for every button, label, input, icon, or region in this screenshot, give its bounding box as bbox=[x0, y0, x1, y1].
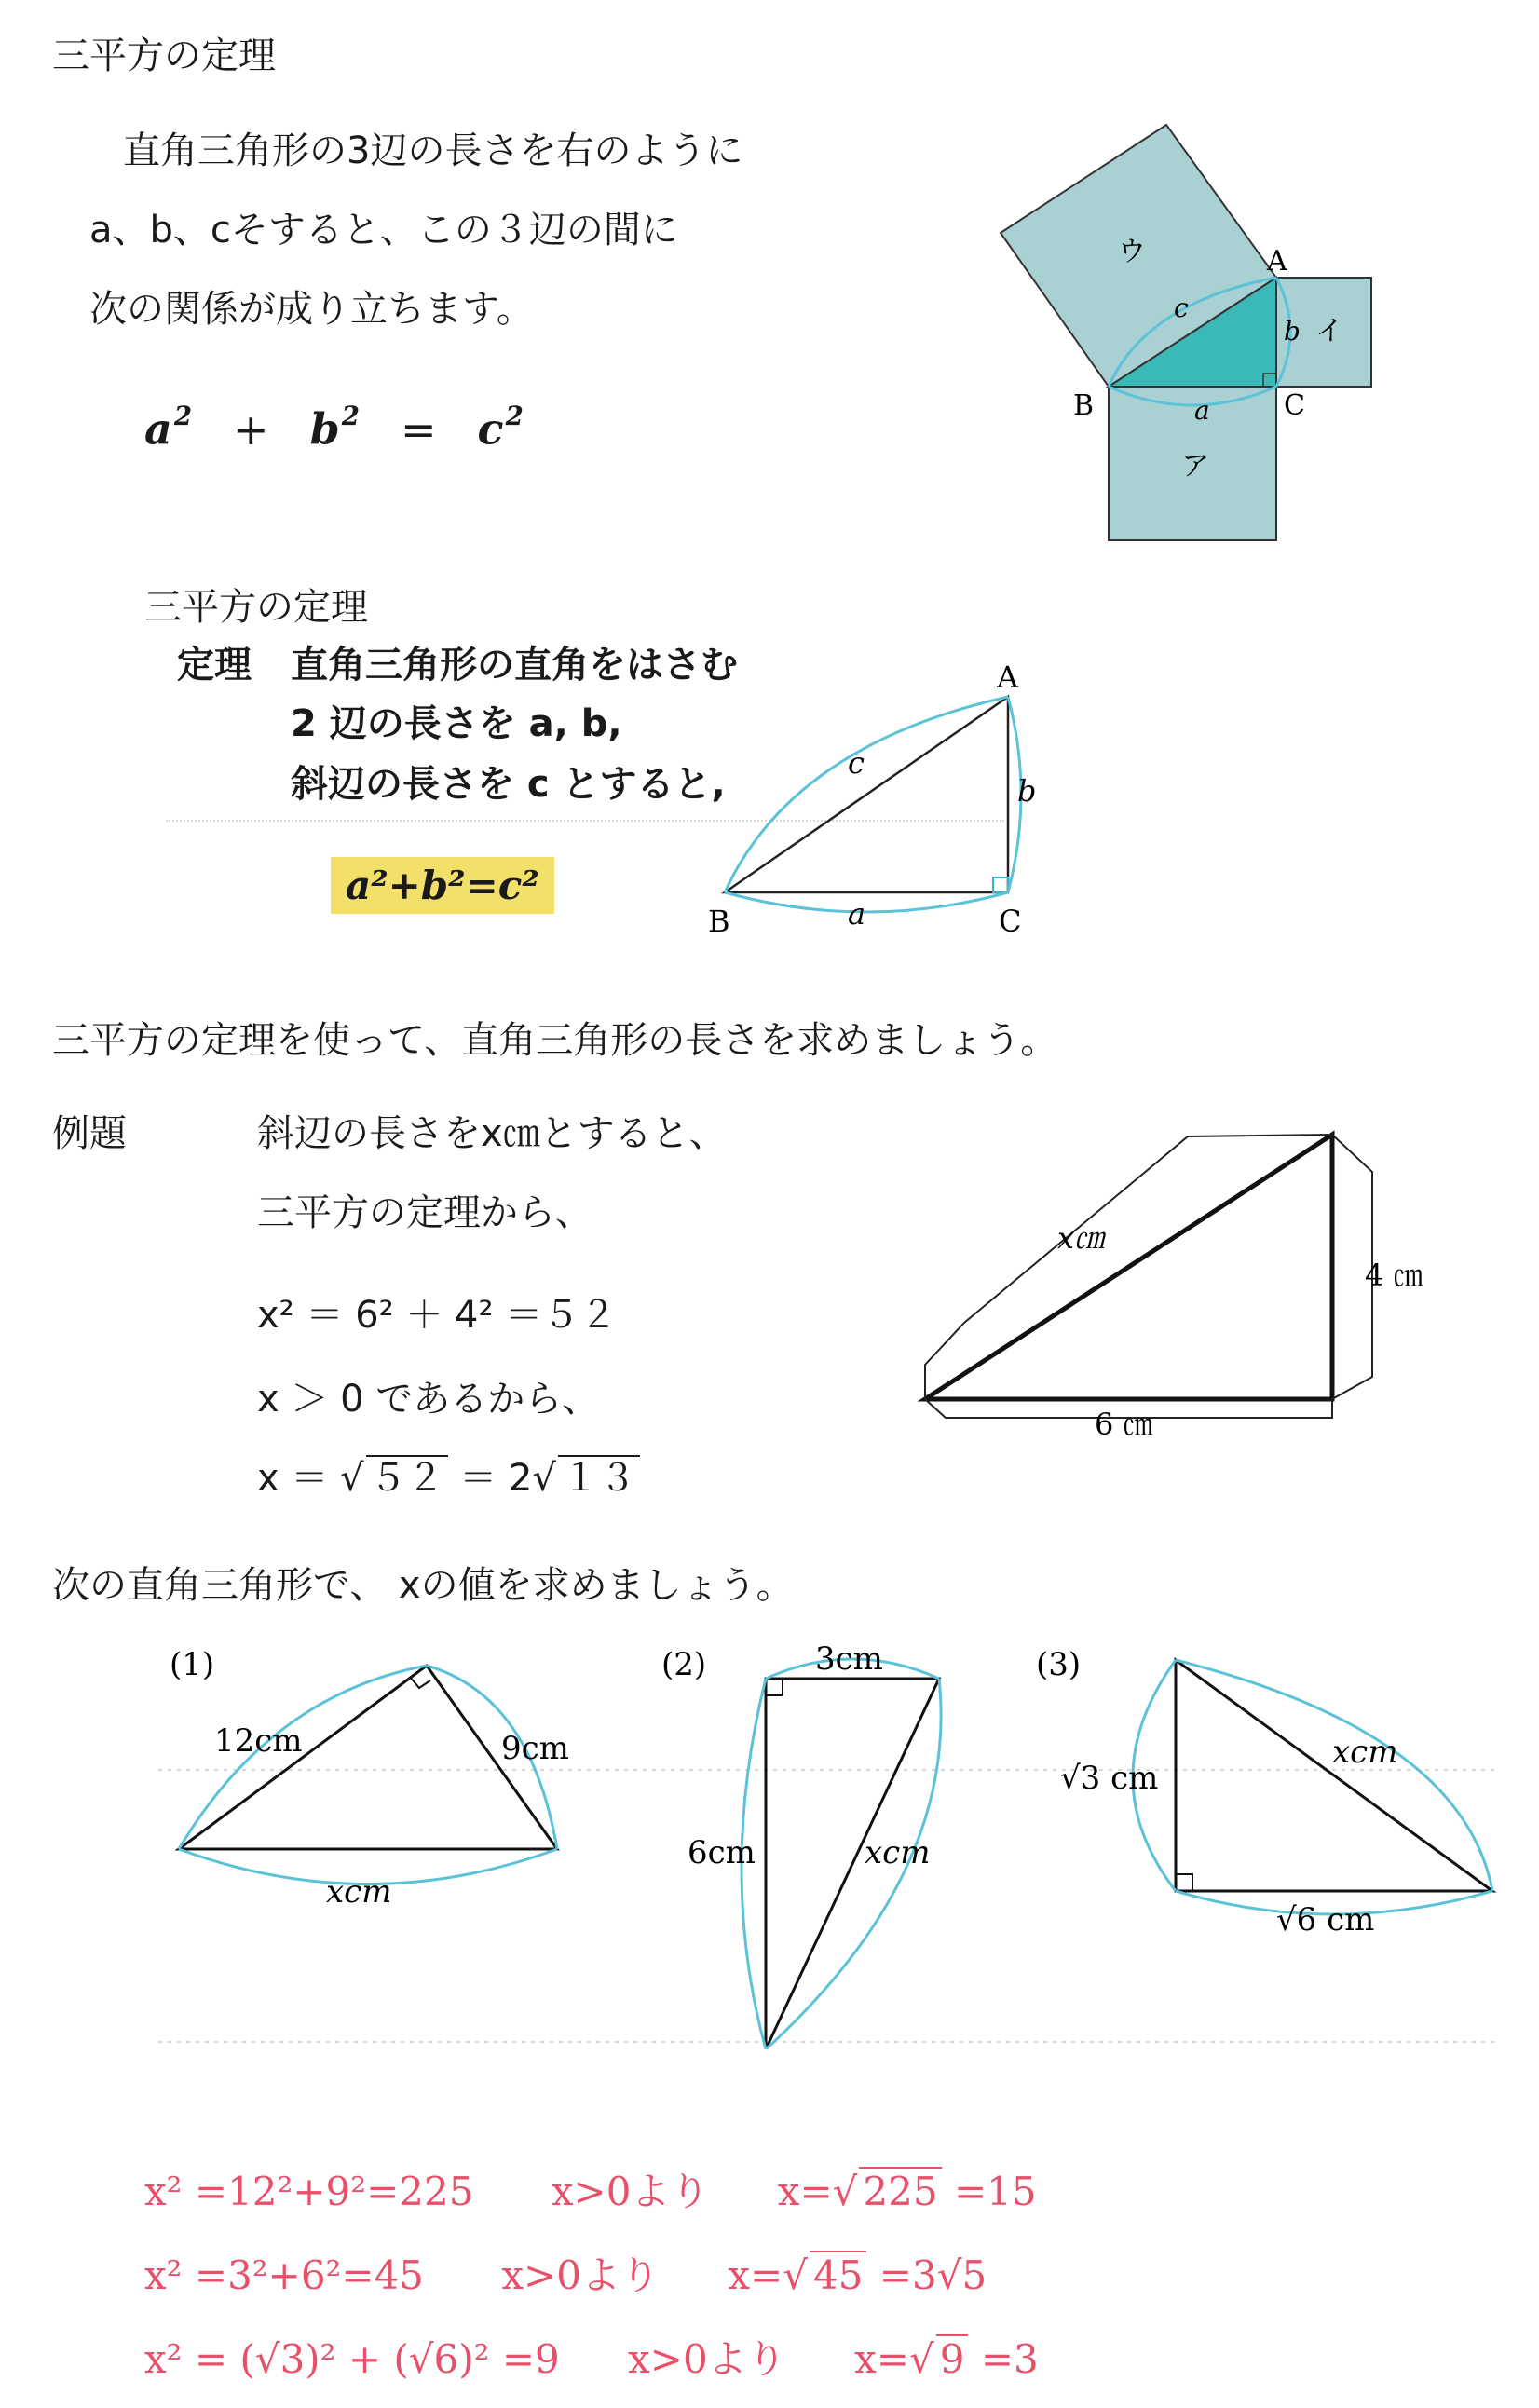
theorem-line-1: 直角三角形の直角をはさむ bbox=[291, 644, 738, 687]
answer-3: x² = (√3)² + (√6)² =9 x>0より x=√ 9 =3 bbox=[144, 2336, 1039, 2382]
svg-text:12cm: 12cm bbox=[214, 1722, 303, 1760]
formula-a: a bbox=[144, 403, 172, 455]
problem-1 bbox=[170, 1646, 569, 1911]
intro-line-1: 直角三角形の3辺の長さを右のように bbox=[123, 129, 743, 172]
problems-figure bbox=[158, 1639, 1509, 2049]
answer-1: x² =12²+9²=225 x>0より x=√ 225 =15 bbox=[144, 2169, 1037, 2214]
theorem-formula: a²+b²=c² bbox=[331, 857, 554, 914]
theorem-heading: 三平方の定理 bbox=[144, 586, 368, 629]
intro-formula: $a^2 + b^2 = c^2$ bbox=[144, 401, 524, 455]
svg-text:9cm: 9cm bbox=[501, 1730, 569, 1767]
theorem-label-c: c bbox=[848, 745, 865, 781]
example-base-label: 6 ㎝ bbox=[1095, 1407, 1153, 1442]
example-line-5: x ＝ √ ５２ ＝ 2√ １３ bbox=[257, 1449, 640, 1502]
label-b: b bbox=[1284, 316, 1301, 347]
formula-b: b bbox=[309, 403, 340, 455]
svg-text:(3): (3) bbox=[1036, 1646, 1082, 1683]
svg-text:xcm: xcm bbox=[326, 1873, 392, 1911]
theorem-label-b: b bbox=[1017, 773, 1037, 809]
vertex-B: B bbox=[1073, 389, 1095, 422]
example-height-label: 4 ㎝ bbox=[1365, 1258, 1423, 1293]
label-a: a bbox=[1194, 395, 1210, 426]
problem-3 bbox=[1036, 1646, 1492, 1939]
label-sq-c: ウ bbox=[1118, 236, 1146, 268]
svg-text:(2): (2) bbox=[661, 1646, 707, 1683]
svg-text:xcm: xcm bbox=[865, 1834, 931, 1871]
answer-2: x² =3²+6²=45 x>0より x=√ 45 =3√5 bbox=[144, 2252, 987, 2298]
label-sq-b: イ bbox=[1315, 315, 1343, 347]
theorem-line-3: 斜辺の長さを c とすると, bbox=[291, 763, 726, 806]
example-line-2: 三平方の定理から、 bbox=[257, 1191, 592, 1234]
prompt-2: 次の直角三角形で、 xの値を求めましょう。 bbox=[52, 1564, 794, 1607]
svg-text:(1): (1) bbox=[170, 1646, 215, 1683]
formula-c: c bbox=[477, 403, 504, 455]
theorem-vertex-C: C bbox=[999, 904, 1022, 939]
intro-line-2: a、b、cそすると、この３辺の間に bbox=[89, 209, 678, 252]
svg-text:6cm: 6cm bbox=[688, 1834, 756, 1871]
theorem-vertex-B: B bbox=[708, 904, 730, 939]
svg-text:3cm: 3cm bbox=[815, 1640, 883, 1678]
prompt-1: 三平方の定理を使って、直角三角形の長さを求めましょう。 bbox=[52, 1019, 1058, 1062]
label-c: c bbox=[1174, 292, 1189, 323]
example-line-1: 斜辺の長さをx㎝とすると、 bbox=[257, 1112, 727, 1155]
vertex-A: A bbox=[1267, 245, 1287, 278]
example-line-3: x² ＝ 6² ＋ 4² ＝５２ bbox=[257, 1294, 618, 1337]
example-figure bbox=[908, 1127, 1449, 1462]
theorem-figure bbox=[689, 652, 1043, 941]
theorem-vertex-A: A bbox=[997, 660, 1019, 695]
vertex-C: C bbox=[1284, 389, 1305, 422]
label-sq-a: ア bbox=[1181, 450, 1209, 483]
problem-2 bbox=[661, 1640, 941, 2049]
svg-text:√3 cm: √3 cm bbox=[1060, 1760, 1159, 1797]
example-line-4: x ＞ 0 であるから、 bbox=[257, 1378, 600, 1421]
intro-line-3: 次の関係が成り立ちます。 bbox=[89, 288, 534, 331]
svg-text:√6 cm: √6 cm bbox=[1276, 1901, 1375, 1939]
theorem-line-2: 2 辺の長さを a, b, bbox=[291, 702, 622, 745]
theorem-tag: 定理 bbox=[177, 644, 252, 687]
squares-figure bbox=[987, 112, 1472, 559]
page-title: 三平方の定理 bbox=[52, 34, 276, 77]
example-hyp-label: x㎝ bbox=[1057, 1220, 1105, 1256]
svg-text:xcm: xcm bbox=[1332, 1734, 1398, 1771]
theorem-label-a: a bbox=[848, 896, 866, 932]
example-label: 例題 bbox=[52, 1112, 127, 1155]
